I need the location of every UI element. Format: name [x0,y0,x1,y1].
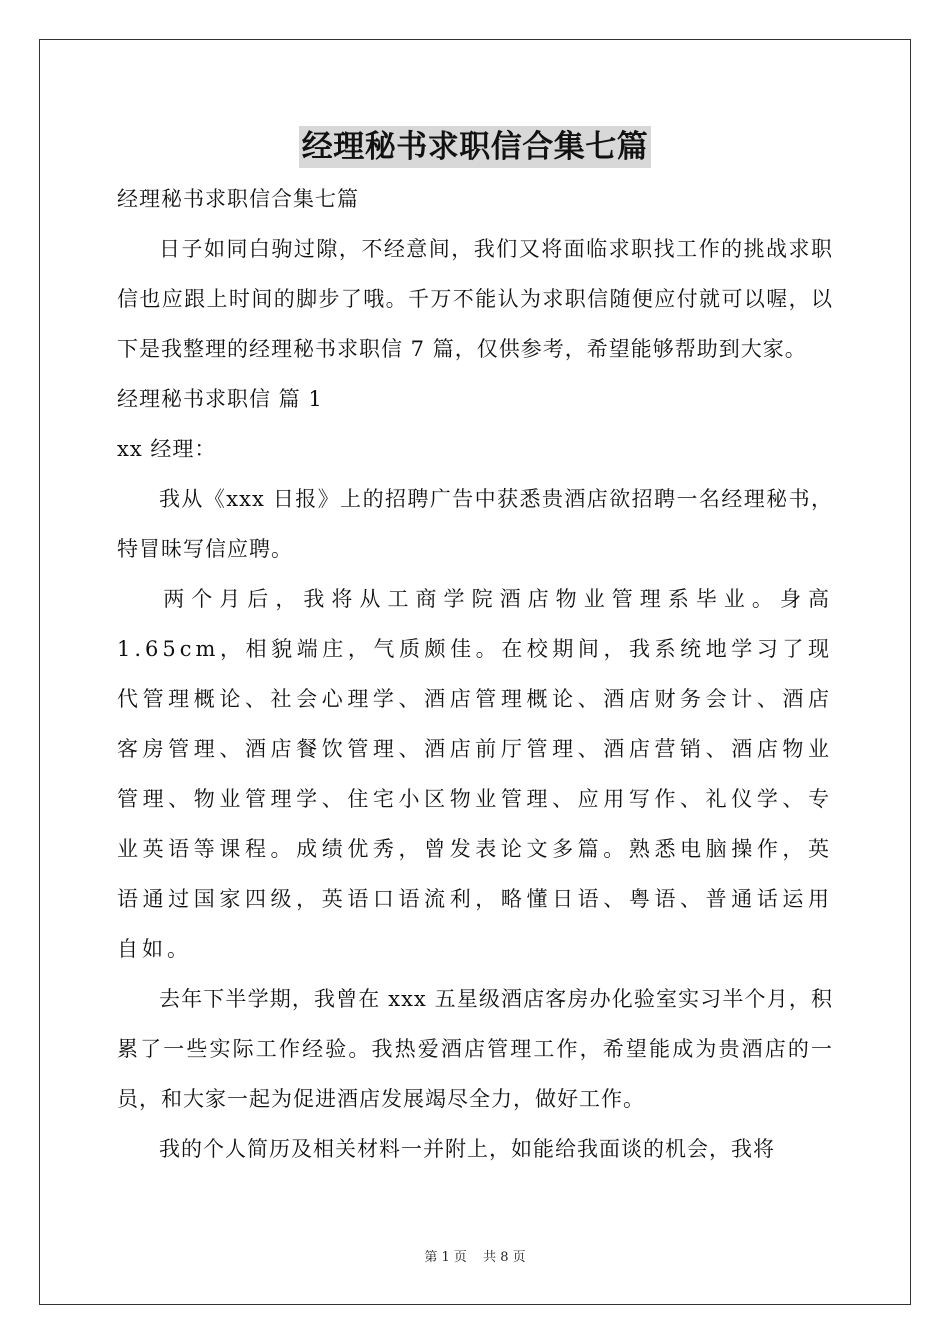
salutation: xx 经理： [117,437,217,461]
page-number: 第 1 页 [424,1250,467,1265]
subtitle-line: 经理秘书求职信合集七篇 [117,187,359,211]
document-title [0,126,950,168]
page-footer [0,1246,950,1265]
body-paragraph: 去年下半学期，我曾在 xxx 五星级酒店客房办化验室实习半个月，积累了一些实际工作经验。我热爱酒店管理工作，希望能成为贵酒店的一员，和大家一起为促进酒店发展竭尽全力，做好工作。 [117,987,833,1111]
document-title-text: 经理秘书求职信合集七篇 [299,126,652,168]
body-paragraph: 我从《xxx 日报》上的招聘广告中获悉贵酒店欲招聘一名经理秘书，特冒昧写信应聘。 [117,487,833,561]
document-body [117,174,833,1174]
intro-paragraph: 日子如同白驹过隙，不经意间，我们又将面临求职找工作的挑战求职信也应跟上时间的脚步了哦。千万不能认为求职信随便应付就可以喔，以下是我整理的经理秘书求职信 7 篇，仅供参考，希望能够帮助到大家。 [117,237,833,361]
page-total: 共 8 页 [483,1250,526,1265]
body-paragraph: 我的个人简历及相关材料一并附上，如能给我面谈的机会，我将 [159,1137,775,1161]
section-heading: 经理秘书求职信 篇 1 [117,387,323,411]
body-paragraph: 两个月后，我将从工商学院酒店物业管理系毕业。身高 1.65cm，相貌端庄，气质颇佳。在校期间，我系统地学习了现代管理概论、社会心理学、酒店管理概论、酒店财务会计、酒店客房管理、酒店餐饮管理、酒店前厅管理、酒店营销、酒店物业管理、物业管理学、住宅小区物业管理、应用写作、礼仪学、专业英语等课程。成绩优秀，曾发表论文多篇。熟悉电脑操作，英语通过国家四级，英语口语流利，略懂日语、粤语、普通话运用自如。 [117,587,833,961]
